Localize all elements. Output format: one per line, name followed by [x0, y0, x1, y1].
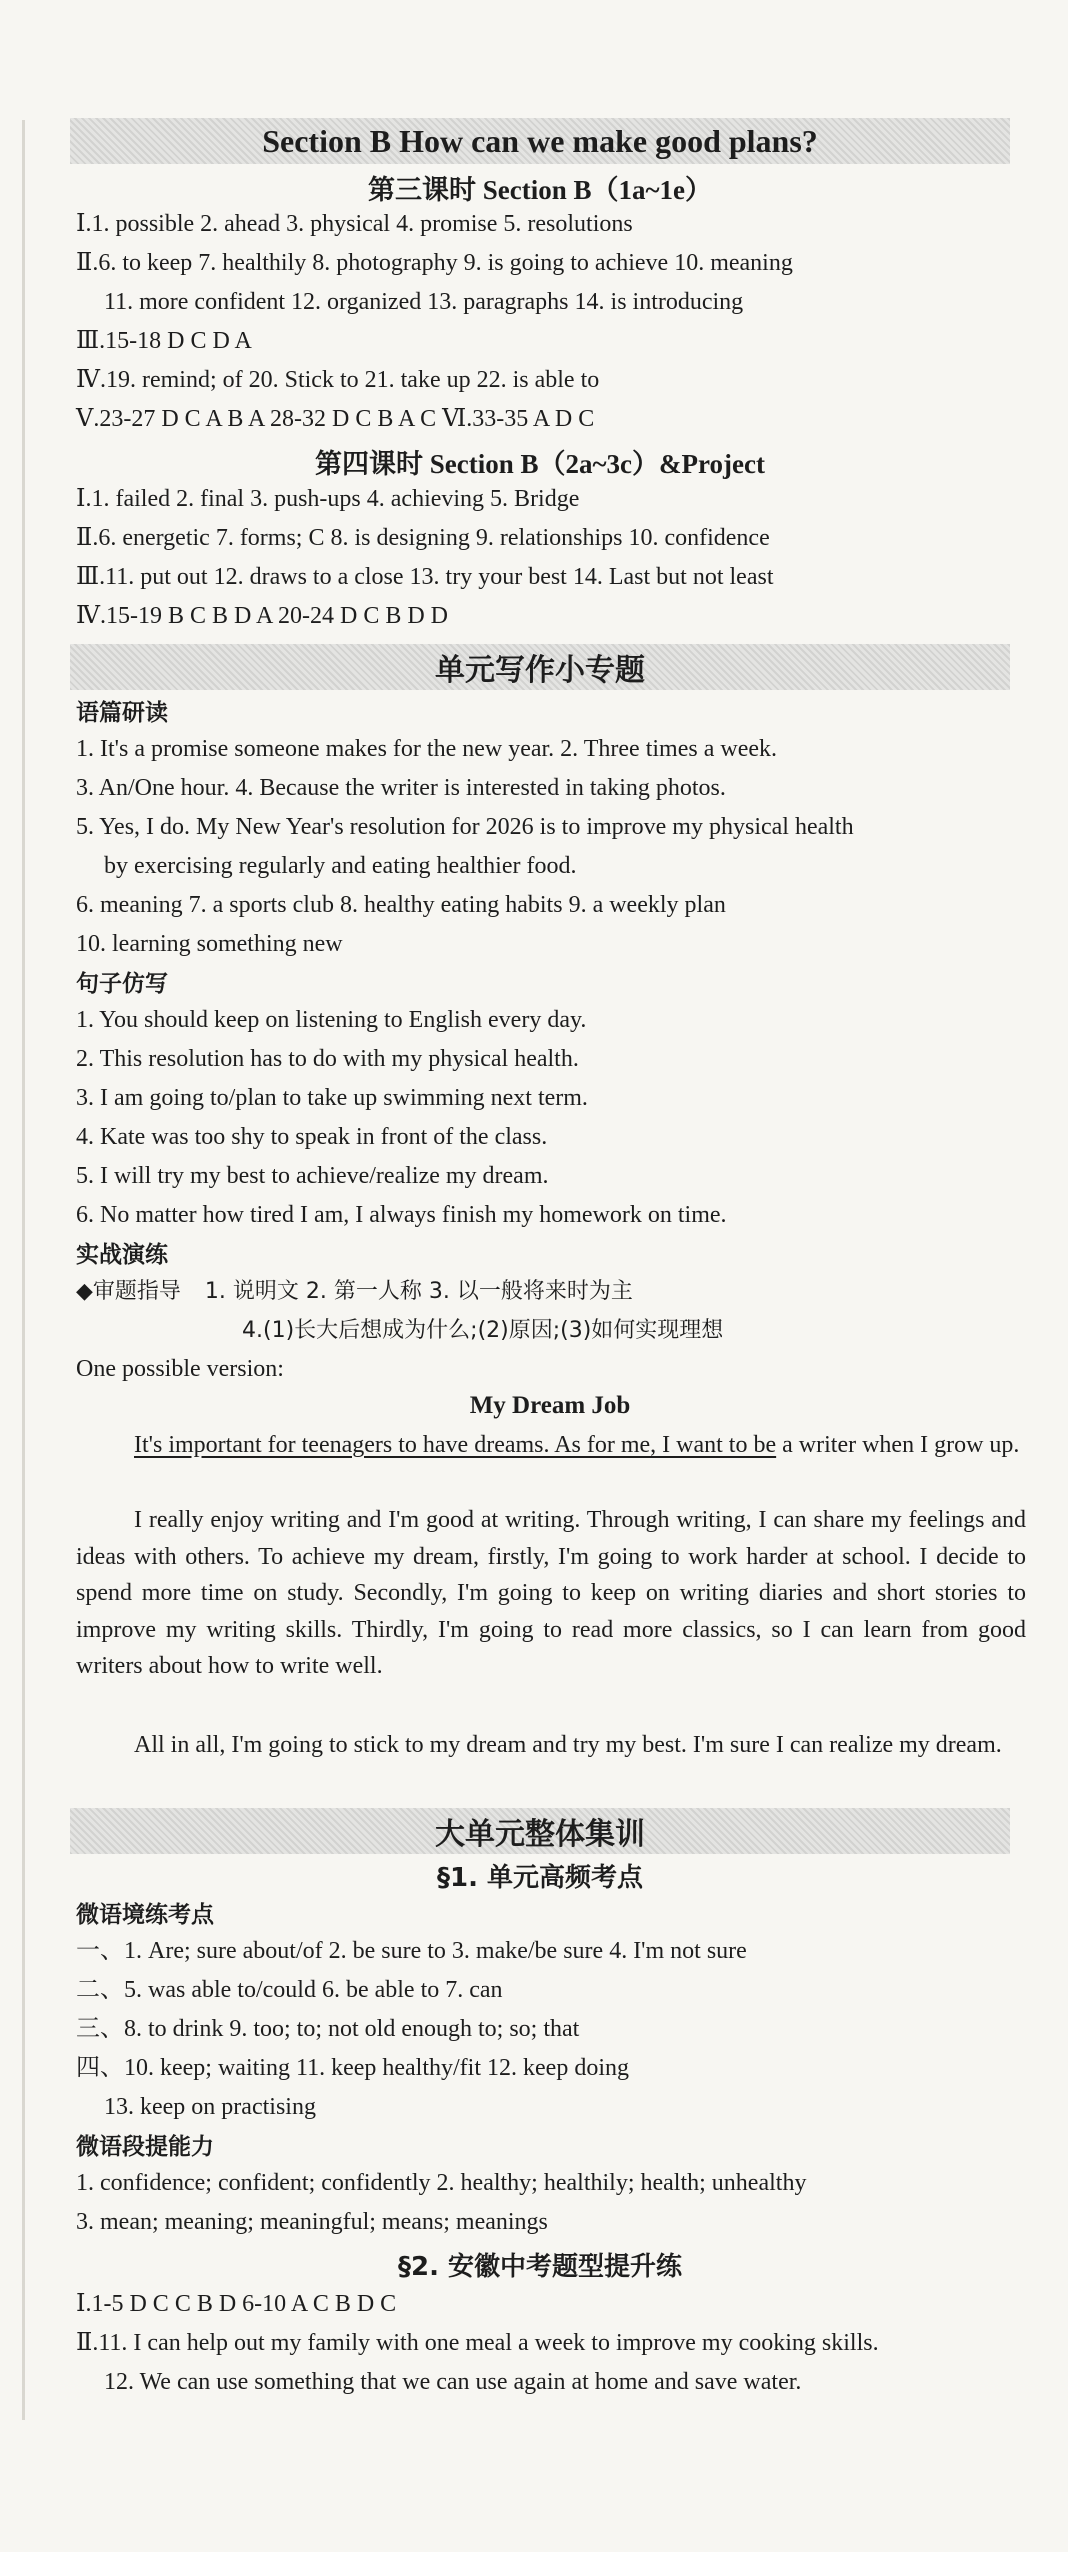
answer-line: 12. We can use something that we can use again at home and save water. — [104, 2369, 802, 2395]
answer-line: Ⅳ.19. remind; of 20. Stick to 21. take up 22. is able to — [76, 367, 600, 393]
answer-line: Ⅴ.23-27 D C A B A 28-32 D C B A C Ⅵ.33-35 A D C — [76, 406, 595, 432]
writing-banner — [70, 644, 1010, 690]
answer-line: 四、10. keep; waiting 11. keep healthy/fit 12. keep doing — [76, 2055, 629, 2081]
answer-line: Ⅲ.11. put out 12. draws to a close 13. try your best 14. Last but not least — [76, 564, 774, 590]
guide-label: ◆审题指导 — [76, 1279, 181, 1304]
answer-line: Ⅳ.15-19 B C B D A 20-24 D C B D D — [76, 603, 449, 629]
answer-line: Ⅱ.6. to keep 7. healthily 8. photography 9. is going to achieve 10. meaning — [76, 250, 793, 276]
guide-points-2: 4.(1)长大后想成为什么;(2)原因;(3)如何实现理想 — [242, 1318, 724, 1343]
s1-title: §1. 单元高频考点 — [436, 1863, 644, 1893]
imitation-heading: 句子仿写 — [76, 971, 168, 997]
s1-heading-1: 微语境练考点 — [76, 1902, 214, 1928]
answer-line: 1. confidence; confident; confidently 2. healthy; healthily; health; unhealthy — [76, 2170, 807, 2196]
underlined-sentence: It's important for teenagers to have dreams. As for me, I want to be — [134, 1432, 777, 1458]
answer-line: Ⅰ.1. failed 2. final 3. push-ups 4. achieving 5. Bridge — [76, 486, 580, 512]
answer-line: by exercising regularly and eating healthier food. — [104, 853, 577, 879]
answer-line: 三、8. to drink 9. too; to; not old enough to; so; that — [76, 2016, 580, 2042]
essay-paragraph-2: I really enjoy writing and I'm good at writing. Through writing, I can share my feelings and ideas with others. To achieve my dream, firstly, I'm going to work harder at school. I decide to spend more time on study. Secondly, I'm going to keep on writing diaries and short stories to improve my writing skills. Thirdly, I'm going to read more classics, so I can learn from good writers about how to write well. — [76, 1507, 1026, 1679]
answer-line: Ⅰ.1. possible 2. ahead 3. physical 4. promise 5. resolutions — [76, 211, 633, 237]
answer-line: 3. mean; meaning; meaningful; means; meanings — [76, 2209, 548, 2235]
answer-line: Ⅲ.15-18 D C D A — [76, 328, 252, 354]
answer-line: 一、1. Are; sure about/of 2. be sure to 3. make/be sure 4. I'm not sure — [76, 1938, 747, 1964]
essay-paragraph-1 — [76, 1427, 1026, 1464]
answer-line: 10. learning something new — [76, 931, 343, 957]
answer-line: 13. keep on practising — [104, 2094, 316, 2120]
answer-line: 3. I am going to/plan to take up swimming next term. — [76, 1085, 588, 1111]
answer-line: 2. This resolution has to do with my physical health. — [76, 1046, 579, 1072]
s1-heading-2: 微语段提能力 — [76, 2134, 214, 2160]
writing-title: 单元写作小专题 — [435, 653, 645, 688]
answer-line: 1. It's a promise someone makes for the new year. 2. Three times a week. — [76, 736, 777, 762]
unit-banner — [70, 1808, 1010, 1854]
lesson4-title: 第四课时 Section B（2a~3c）&Project — [315, 449, 765, 479]
answer-line: 1. You should keep on listening to English every day. — [76, 1007, 587, 1033]
lesson3-title: 第三课时 Section B（1a~1e） — [367, 175, 713, 205]
section-b-banner — [70, 118, 1010, 164]
essay-title: My Dream Job — [469, 1392, 631, 1419]
answer-line: 6. No matter how tired I am, I always finish my homework on time. — [76, 1202, 727, 1228]
guide-line-2 — [242, 1313, 1068, 1348]
answer-line: 二、5. was able to/could 6. be able to 7. can — [76, 1977, 503, 2003]
practice-heading: 实战演练 — [76, 1242, 168, 1268]
s2-title: §2. 安徽中考题型提升练 — [397, 2252, 683, 2282]
answer-line: 11. more confident 12. organized 13. paragraphs 14. is introducing — [104, 289, 744, 315]
guide-line — [76, 1274, 1036, 1309]
answer-line: 3. An/One hour. 4. Because the writer is interested in taking photos. — [76, 775, 726, 801]
page-edge-line — [22, 120, 25, 2420]
version-label: One possible version: — [76, 1356, 284, 1382]
answer-line: 5. I will try my best to achieve/realize my dream. — [76, 1163, 549, 1189]
section-b-title: Section B How can we make good plans? — [262, 122, 818, 159]
unit-title: 大单元整体集训 — [435, 1817, 645, 1852]
essay-paragraph-3: All in all, I'm going to stick to my dream and try my best. I'm sure I can realize my dream. — [134, 1732, 1002, 1758]
answer-line: 4. Kate was too shy to speak in front of the class. — [76, 1124, 548, 1150]
reading-heading: 语篇研读 — [76, 700, 168, 726]
answer-line: Ⅰ.1-5 D C C B D 6-10 A C B D C — [76, 2291, 397, 2317]
answer-line: Ⅱ.6. energetic 7. forms; C 8. is designing 9. relationships 10. confidence — [76, 525, 770, 551]
answer-line: 6. meaning 7. a sports club 8. healthy eating habits 9. a weekly plan — [76, 892, 726, 918]
paragraph-1-rest: a writer when I grow up. — [776, 1432, 1020, 1458]
guide-points: 1. 说明文 2. 第一人称 3. 以一般将来时为主 — [204, 1279, 633, 1304]
answer-line: Ⅱ.11. I can help out my family with one meal a week to improve my cooking skills. — [76, 2330, 879, 2356]
answer-line: 5. Yes, I do. My New Year's resolution for 2026 is to improve my physical health — [76, 814, 854, 840]
